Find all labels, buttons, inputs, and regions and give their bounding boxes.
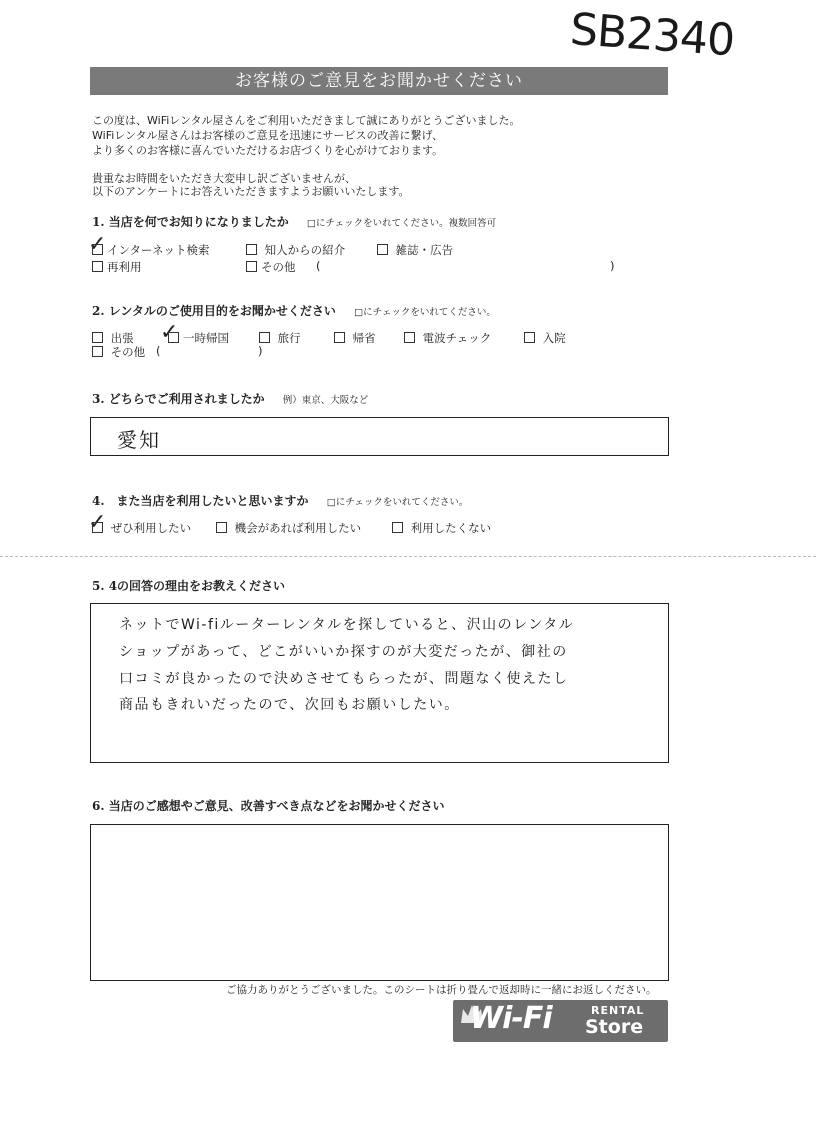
q5-answer-line-2: ショップがあって、どこがいいか探すのが大変だったが、御社の xyxy=(119,644,568,660)
question-3 xyxy=(92,390,368,407)
q5-answer-line-3: 口コミが良かったので決めさせてもらったが、問題なく使えたし xyxy=(119,671,569,687)
checkbox-icon[interactable] xyxy=(246,244,257,255)
fold-line xyxy=(0,556,816,557)
q4-option-if-chance[interactable]: 機会があれば利用したい xyxy=(216,520,361,536)
checkbox-icon[interactable] xyxy=(92,522,103,533)
q5-answer-box[interactable] xyxy=(90,603,669,763)
checkbox-icon[interactable] xyxy=(92,261,103,272)
logo-wifi-text: Wi-Fi xyxy=(470,1001,552,1036)
intro-line-3: より多くのお客様に喜んでいただけるお店づくりを心がけております。 xyxy=(92,144,444,157)
checkbox-icon[interactable] xyxy=(216,522,227,533)
q6-answer-box[interactable] xyxy=(90,824,669,981)
logo-store-text: Store xyxy=(585,1016,644,1038)
q2-option-other[interactable]: その他 xyxy=(92,344,145,360)
question-6-label: 6. 当店のご感想やご意見、改善すべき点などをお聞かせください xyxy=(92,799,445,813)
intro-line-5: 以下のアンケートにお答えいただきますようお願いいたします。 xyxy=(92,185,410,198)
q2-option-signal-check[interactable]: 電波チェック xyxy=(404,330,491,346)
checkbox-icon[interactable] xyxy=(92,244,103,255)
footer-note: ご協力ありがとうございました。このシートは折り畳んで返却時に一緒にお返しください。 xyxy=(226,984,657,996)
q3-answer-box[interactable] xyxy=(90,417,669,456)
question-2-label: 2. レンタルのご使用目的をお聞かせください xyxy=(92,304,336,318)
document-id: SB2340 xyxy=(568,4,736,67)
checkbox-icon[interactable] xyxy=(524,332,535,343)
q1-option-referral[interactable]: 知人からの紹介 xyxy=(246,242,345,258)
question-3-label: 3. どちらでご利用されましたか xyxy=(92,392,265,406)
page-title: お客様のご意見をお聞かせください xyxy=(90,67,668,95)
q1-option-other[interactable]: その他 xyxy=(246,259,296,275)
question-6 xyxy=(92,797,444,814)
q5-answer-line-1: ネットでWi-fiルーターレンタルを探していると、沢山のレンタル xyxy=(119,617,575,633)
question-5-label: 5. 4の回答の理由をお教えください xyxy=(92,579,286,593)
checkbox-icon[interactable] xyxy=(334,332,345,343)
checkbox-icon[interactable] xyxy=(92,332,103,343)
q4-option-no[interactable]: 利用したくない xyxy=(392,520,491,536)
question-1-note: □にチェックをいれてください。複数回答可 xyxy=(306,218,497,229)
q1-option-reuse[interactable]: 再利用 xyxy=(92,259,142,275)
checkbox-icon[interactable] xyxy=(168,332,179,343)
q2-option-travel[interactable]: 旅行 xyxy=(259,330,301,346)
checkbox-icon[interactable] xyxy=(392,522,403,533)
question-3-note: 例）東京、大阪など xyxy=(282,395,369,406)
q2-option-hospital[interactable]: 入院 xyxy=(524,330,566,346)
q1-option-magazine[interactable]: 雑誌・広告 xyxy=(377,242,453,258)
question-2 xyxy=(92,302,496,319)
q2-option-temporary-return[interactable]: 一時帰国 xyxy=(168,330,229,346)
question-1-label: 1. 当店を何でお知りになりましたか xyxy=(92,215,289,229)
q2-option-homecoming[interactable]: 帰省 xyxy=(334,330,376,346)
q4-option-definitely[interactable]: ぜひ利用したい xyxy=(92,520,191,536)
checkmark-icon: ✓ xyxy=(88,510,107,535)
checkbox-icon[interactable] xyxy=(246,261,257,272)
intro-line-4: 貴重なお時間をいただき大変申し訳ございませんが、 xyxy=(92,172,356,185)
question-1 xyxy=(92,213,496,230)
q1-other-paren-open: ( xyxy=(316,259,321,273)
q2-other-paren-close: ) xyxy=(258,344,263,358)
intro-line-2: WiFiレンタル屋さんはお客様のご意見を迅速にサービスの改善に繋げ、 xyxy=(92,129,444,142)
logo-rental-text: RENTAL xyxy=(591,1004,645,1017)
question-4-label: 4. また当店を利用したいと思いますか xyxy=(92,494,309,508)
q5-answer-line-4: 商品もきれいだったので、次回もお願いしたい。 xyxy=(119,697,460,713)
checkbox-icon[interactable] xyxy=(92,346,103,357)
q1-option-internet[interactable]: インターネット検索 xyxy=(92,242,209,258)
question-4 xyxy=(92,492,468,509)
checkbox-icon[interactable] xyxy=(377,244,388,255)
q2-option-business[interactable]: 出張 xyxy=(92,330,134,346)
q1-other-paren-close: ) xyxy=(610,259,615,273)
checkbox-icon[interactable] xyxy=(259,332,270,343)
checkmark-icon: ✓ xyxy=(160,320,179,345)
checkmark-icon: ✓ xyxy=(88,232,107,257)
intro-line-1: この度は、WiFiレンタル屋さんをご利用いただきまして誠にありがとうございました。 xyxy=(92,114,521,127)
question-2-note: □にチェックをいれてください。 xyxy=(354,307,496,318)
checkbox-icon[interactable] xyxy=(404,332,415,343)
question-5 xyxy=(92,577,285,594)
q3-answer: 愛知 xyxy=(117,428,161,452)
q2-other-paren-open: ( xyxy=(156,344,161,358)
question-4-note: □にチェックをいれてください。 xyxy=(326,497,469,508)
